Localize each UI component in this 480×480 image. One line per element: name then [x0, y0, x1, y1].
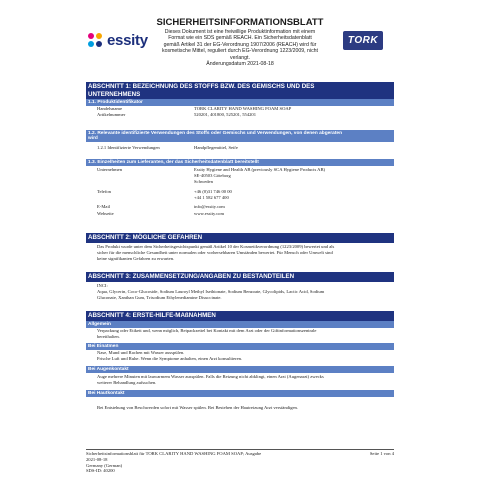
phone-number: +46 (0)31 746 00 00: [194, 189, 232, 194]
subsection-einatmen: Bei Einatmen: [86, 343, 394, 350]
text-line: Das Produkt wurde unter dem Sicherheitsgesichtspunkt gemäß Artikel 10 der Kosmetikverordnung (1223/2009) bewertet und als: [97, 244, 335, 249]
page-number: Seite 1 von 4: [369, 451, 394, 456]
text-line: weiterer Behandlung aufsuchen.: [97, 380, 157, 385]
text-line: Frische Luft und Ruhe. Wenn die Symptome anhalten, einen Arzt konsultieren.: [97, 356, 243, 361]
heading-line: UNTERNEHMENS: [88, 90, 141, 98]
subheading-line: wird: [88, 136, 98, 142]
footer-divider: [86, 449, 394, 450]
intro-line: kosmetische Mittel, reguliert durch EG-Verordnung 1223/2009, nicht: [162, 48, 318, 55]
essity-logo: [86, 27, 148, 53]
section-3-heading: ABSCHNITT 3: ZUSAMMENSETZUNG/ANGABEN ZU BESTANDTEILEN: [86, 272, 394, 282]
footer-line: Germany (German): [86, 462, 123, 468]
text-line: Verpackung oder Etikett und, wenn möglich, Beipackzettel bei Kontakt mit dem Arzt oder der Giftinformationszentrale: [97, 328, 317, 333]
text-line: Nase, Mund und Rachen mit Wasser ausspülen.: [97, 350, 185, 355]
section-4-heading: ABSCHNITT 4: ERSTE-HILFE-MAßNAHMEN: [86, 311, 394, 321]
ingredients-line: Gluconate, Xanthan Gum, Trisodium Ethylenediamine Disuccinate.: [97, 295, 222, 300]
intro-line: Dieses Dokument ist eine freiwillige Produktinformation mit einem: [164, 29, 316, 35]
subsection-1-3: 1.3. Einzelheiten zum Lieferanten, der das Sicherheitsdatenblatt bereitstellt: [86, 159, 394, 166]
telefon-value: [194, 189, 390, 201]
use-value: Handpflegemittel, Seife: [194, 145, 238, 150]
subsection-hautkontakt: Bei Hautkontakt: [86, 390, 394, 397]
section-3-text: [97, 283, 389, 301]
artikelnummer-value: 520201, 401800, 525201, 554201: [194, 112, 257, 117]
subsection-augenkontakt: Bei Augenkontakt: [86, 366, 394, 373]
essity-mark-icon: [86, 31, 104, 49]
footer-line: 2021-08-18: [86, 456, 108, 462]
document-intro: [150, 29, 330, 67]
unternehmen-value: [194, 167, 390, 184]
company-country: Schweden: [194, 178, 213, 184]
tork-logo: [343, 31, 383, 50]
handelsname-label: Handelsname: [97, 106, 123, 111]
heading-line: ABSCHNITT 1: BEZEICHNUNG DES STOFFS BZW. DES GEMISCHS UND DES: [88, 83, 315, 90]
text-line: keine signifikanten Gefahren zu erwarten.: [97, 256, 175, 261]
email-link[interactable]: info@essity.com: [194, 204, 225, 209]
section-1-heading: [86, 82, 394, 99]
company-name: Essity Hygiene and Health AB (previously SCA Hygiene Products AB): [194, 167, 326, 172]
intro-line: Format wie ein SDS gemäß REACH. Ein Sicherheitsdatenblatt: [168, 35, 312, 42]
footer-line: SDS-ID: 40200: [86, 468, 115, 474]
ingredients-line: Aqua, Glycerin, Coco-Glucoside, Sodium Lauroyl Methyl Isethionate, Sodium Benzoate, Glycolipids, Lactic Acid, Sodium: [97, 289, 325, 294]
inci-label: INCI:: [97, 283, 108, 288]
text-line: sicher für die menschliche Gesundheit unter normalen oder vorhersehbaren Umständen bewertet. Für Mensch oder Umwelt sind: [97, 250, 333, 255]
hautkontakt-text: Bei Entstehung von Beschwerden sofort mit Wasser spülen. Bei Bestehen der Hautreizung Arzt verständigen.: [97, 405, 298, 410]
essity-logo-text: essity: [107, 31, 148, 49]
text-line: bereithalten.: [97, 334, 120, 339]
telefon-label: Telefon: [97, 189, 111, 194]
einatmen-text: [97, 350, 389, 362]
text-line: Auge mehrere Minuten mit lauwarmem Wasser ausspülen. Falls die Reizung nicht abklingt, einen Arzt (Augenarzt) zwecks: [97, 374, 324, 379]
intro-line: verlangt.: [230, 54, 250, 61]
subsection-1-1: 1.1. Produktidentifikator: [86, 99, 394, 106]
section-2-heading: ABSCHNITT 2: MÖGLICHE GEFAHREN: [86, 233, 394, 243]
tork-logo-text: TORK: [347, 35, 379, 46]
intro-line: gemäß Artikel 31 der EG-Verordnung 1907/2006 (REACH) wird für: [163, 41, 317, 48]
email-label: E-Mail: [97, 204, 111, 209]
phone-number: +44 1 582 677 400: [194, 194, 229, 200]
document-title: SICHERHEITSINFORMATIONSBLATT: [156, 17, 324, 28]
website-label: Webseite: [97, 211, 114, 216]
handelsname-value: TORK CLARITY HAND WASHING FOAM SOAP: [194, 106, 292, 111]
augenkontakt-text: [97, 374, 389, 386]
company-address: SE-40503 Göteborg: [194, 172, 231, 178]
subheading-line: 1.2. Relevante identifizierte Verwendungen des Stoffs oder Gemischs und Verwendungen, von denen abgeraten: [88, 130, 343, 136]
footer-info: [86, 451, 316, 474]
section-2-text: [97, 244, 389, 262]
subsection-allgemein: Allgemein: [86, 321, 394, 328]
use-label: 1.2.1 Identifizierte Verwendungen: [97, 145, 160, 150]
footer-line: Sicherheitsinformationsblatt für TORK CLARITY HAND WASHING FOAM SOAP; Ausgabe: [86, 451, 262, 456]
revision-date: Änderungsdatum 2021-08-18: [206, 61, 274, 68]
allgemein-text: [97, 328, 389, 340]
website-link[interactable]: www.essity.com: [194, 211, 225, 216]
subsection-1-2: [86, 130, 394, 142]
unternehmen-label: Unternehmen: [97, 167, 123, 172]
artikelnummer-label: Artikelnummer: [97, 112, 126, 117]
